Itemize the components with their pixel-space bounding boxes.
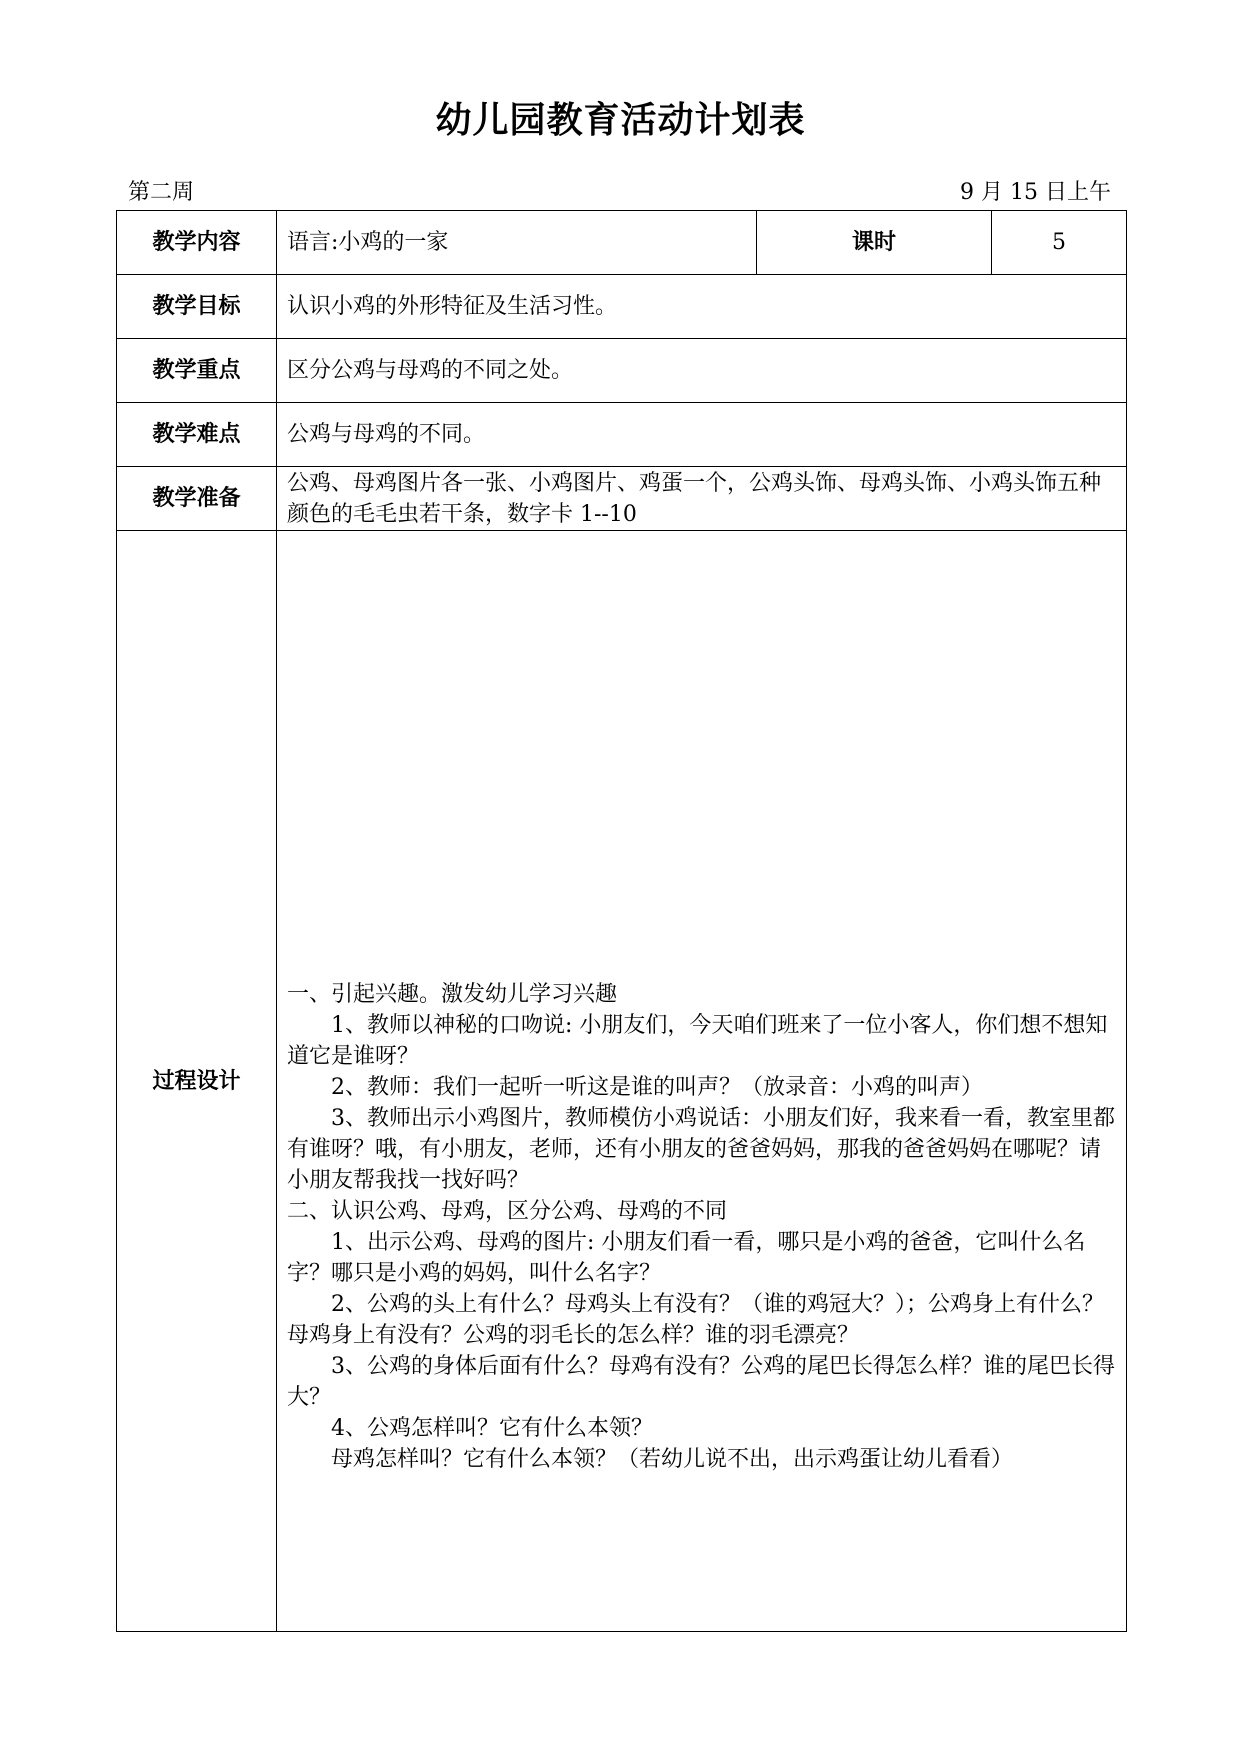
table-row-process xyxy=(117,531,1127,1632)
table-row-prep xyxy=(117,467,1127,531)
plan-table xyxy=(116,210,1127,1632)
table-row-focus xyxy=(117,339,1127,403)
focus-value: 区分公鸡与母鸡的不同之处。 xyxy=(277,339,1127,403)
goal-label: 教学目标 xyxy=(117,275,277,339)
process-line: 1、教师以神秘的口吻说: 小朋友们，今天咱们班来了一位小客人，你们想不想知道它是谁呀？ xyxy=(287,1013,1108,1069)
hours-value: 5 xyxy=(992,211,1127,275)
process-content xyxy=(287,979,1116,1475)
process-line: 4、公鸡怎样叫？它有什么本领？ xyxy=(331,1416,653,1441)
table-row-difficulty xyxy=(117,403,1127,467)
prep-value: 公鸡、母鸡图片各一张、小鸡图片、鸡蛋一个，公鸡头饰、母鸡头饰、小鸡头饰五种颜色的毛毛虫若干条，数字卡 1--10 xyxy=(277,467,1127,531)
difficulty-value: 公鸡与母鸡的不同。 xyxy=(277,403,1127,467)
date-label: 9 月 15 日上午 xyxy=(960,180,1111,205)
process-cell xyxy=(277,531,1127,1632)
difficulty-label: 教学难点 xyxy=(117,403,277,467)
table-row-content xyxy=(117,211,1127,275)
goal-value: 认识小鸡的外形特征及生活习性。 xyxy=(277,275,1127,339)
process-line: 2、教师：我们一起听一听这是谁的叫声？（放录音：小鸡的叫声） xyxy=(331,1075,983,1100)
process-line: 1、出示公鸡、母鸡的图片: 小朋友们看一看，哪只是小鸡的爸爸，它叫什么名字？哪只是小鸡的妈妈，叫什么名字？ xyxy=(287,1230,1086,1286)
process-line: 二、认识公鸡、母鸡，区分公鸡、母鸡的不同 xyxy=(287,1199,728,1224)
focus-label: 教学重点 xyxy=(117,339,277,403)
process-label: 过程设计 xyxy=(117,531,277,1632)
table-row-goal xyxy=(117,275,1127,339)
process-line: 3、教师出示小鸡图片，教师模仿小鸡说话：小朋友们好，我来看一看，教室里都有谁呀？哦，有小朋友，老师，还有小朋友的爸爸妈妈，那我的爸爸妈妈在哪呢？请小朋友帮我找一找好吗？ xyxy=(287,1106,1115,1193)
page-title: 幼儿园教育活动计划表 xyxy=(435,100,806,141)
hours-label: 课时 xyxy=(757,211,992,275)
process-line: 3、公鸡的身体后面有什么？母鸡有没有？公鸡的尾巴长得怎么样？谁的尾巴长得大？ xyxy=(287,1354,1115,1410)
process-line: 母鸡怎样叫？它有什么本领？（若幼儿说不出，出示鸡蛋让幼儿看看） xyxy=(331,1447,1014,1472)
week-label: 第二周 xyxy=(128,180,195,205)
prep-label: 教学准备 xyxy=(117,467,277,531)
process-line: 一、引起兴趣。激发幼儿学习兴趣 xyxy=(287,982,618,1007)
content-value: 语言:小鸡的一家 xyxy=(277,211,757,275)
content-label: 教学内容 xyxy=(117,211,277,275)
process-line: 2、公鸡的头上有什么？母鸡头上有没有？（谁的鸡冠大？）；公鸡身上有什么？母鸡身上有没有？公鸡的羽毛长的怎么样？谁的羽毛漂亮？ xyxy=(287,1292,1104,1348)
